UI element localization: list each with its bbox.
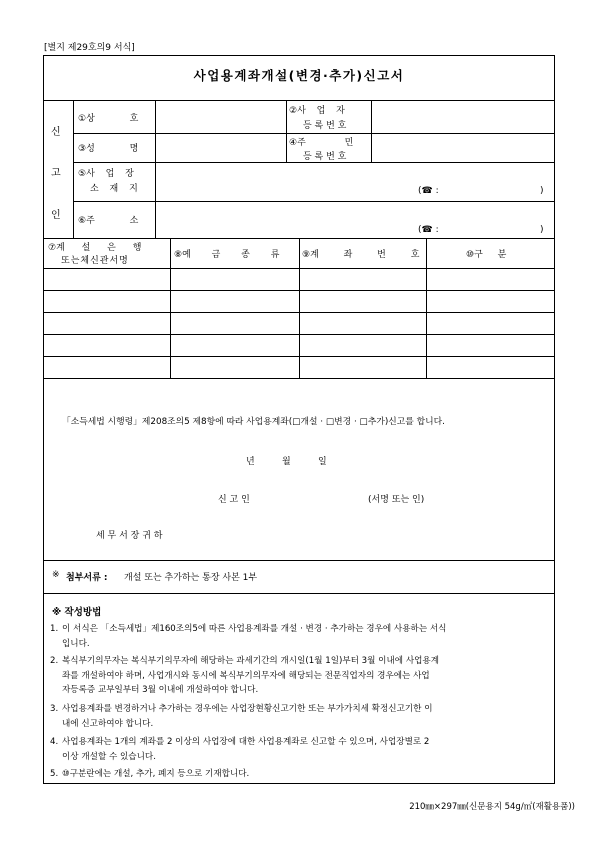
- instruction-line: 자등록증 교부일부터 3월 이내에 개설하여야 합니다.: [62, 685, 259, 695]
- instructions-heading: ※ 작성방법: [52, 607, 102, 618]
- divider: [170, 238, 171, 378]
- divider: [299, 238, 300, 378]
- paper-spec: 210㎜×297㎜(신문용지 54g/㎡(재활용품)): [409, 802, 575, 812]
- home-phone-close: ): [540, 225, 544, 235]
- col-header-bank-line1: ⑦계 설 은 행: [48, 243, 142, 253]
- applicant-side-label-2: 고: [51, 168, 61, 179]
- instruction-line: ⑩구분란에는 개설, 추가, 폐지 등으로 기재합니다.: [62, 769, 250, 779]
- biz-reg-label-line1: ②사 업 자: [289, 106, 345, 116]
- address-field[interactable]: [156, 202, 554, 237]
- biz-reg-number-field[interactable]: [372, 101, 554, 132]
- instruction-number: 4.: [50, 737, 59, 747]
- col-header-account-number: ⑨계 좌 번 호: [302, 250, 420, 260]
- trade-name-field[interactable]: [156, 101, 285, 132]
- resident-id-label-line1: ④주 민: [289, 138, 354, 148]
- instruction-line: 사업용계좌는 1개의 계좌를 2 이상의 사업장에 대한 사업용계좌로 신고할 수 있으며, 사업장별로 2: [62, 737, 430, 747]
- instruction-line: 좌를 개설하여야 하며, 사업개시와 동시에 복식부기의무자에 해당되는 전문직업자의 경우에는 사업: [62, 670, 430, 681]
- resident-id-field[interactable]: [372, 134, 554, 161]
- instruction-item: [50, 622, 547, 651]
- applicant-signature-label: 신 고 인: [218, 495, 250, 505]
- home-phone-label: (☎ :: [418, 225, 439, 235]
- trade-name-label: ①상 호: [78, 114, 139, 124]
- instruction-item: [50, 702, 547, 731]
- biz-reg-label-line2: 등 록 번 호: [303, 121, 347, 131]
- instruction-number: 1.: [50, 624, 59, 634]
- instruction-line: 사업용계좌를 변경하거나 추가하는 경우에는 사업장현황신고기한 또는 부가가치세 확정신고기한 이: [62, 704, 433, 714]
- instruction-line: 내에 신고하여야 합니다.: [62, 718, 154, 729]
- col-header-deposit-type: ⑧예 금 종 류: [174, 250, 280, 260]
- biz-phone-close: ): [540, 186, 544, 196]
- divider: [286, 100, 287, 162]
- attachment-label: 첨부서류 :: [66, 573, 108, 583]
- address-label: ⑥주 소: [78, 216, 139, 226]
- form-reference: [별지 제29호의9 서식]: [44, 43, 135, 53]
- instruction-item: [50, 735, 547, 764]
- divider: [43, 560, 555, 561]
- instruction-number: 3.: [50, 704, 59, 714]
- date-year-label: 년: [246, 457, 255, 467]
- divider: [73, 100, 74, 238]
- instruction-line: 입니다.: [62, 638, 90, 649]
- instruction-line: 이 서식은 「소득세법」제160조의5에 따른 사업용계좌를 개설 · 변경 · 추가하는 경우에 사용하는 서식: [62, 624, 447, 634]
- divider: [43, 593, 555, 594]
- name-label: ③성 명: [78, 144, 139, 154]
- instruction-line: 복식부기의무자는 복식부기의무자에 해당하는 과세기간의 개시일(1월 1일)부터 3월 이내에 사업용계: [62, 656, 440, 666]
- instruction-number: 5.: [50, 769, 59, 779]
- signature-or-seal-label: (서명 또는 인): [368, 495, 425, 505]
- date-day-label: 일: [318, 457, 327, 467]
- biz-address-field[interactable]: [156, 163, 554, 200]
- col-header-category: ⑩구 분: [466, 250, 507, 260]
- instruction-item: [50, 654, 547, 698]
- resident-id-label-line2: 등 록 번 호: [303, 152, 347, 162]
- col-header-bank-line2: 또는체신관서명: [61, 256, 129, 266]
- applicant-side-label-3: 인: [51, 210, 61, 221]
- biz-address-label-line2: 소 재 지: [90, 184, 138, 194]
- biz-phone-label: (☎ :: [418, 186, 439, 196]
- instruction-line: 이상 개설할 수 있습니다.: [62, 751, 156, 762]
- divider: [426, 238, 427, 378]
- recipient-label: 세 무 서 장 귀 하: [96, 531, 163, 541]
- attachment-marker: ※: [52, 570, 60, 580]
- declaration-statement: 「소득세법 시행령」제208조의5 제8항에 따라 사업용계좌(□개설 · □변경 · □추가)신고를 합니다.: [62, 417, 445, 427]
- attachment-text: 개설 또는 추가하는 통장 사본 1부: [124, 573, 258, 583]
- instruction-number: 2.: [50, 656, 59, 666]
- instruction-item: [50, 767, 547, 782]
- date-month-label: 월: [282, 457, 291, 467]
- name-field[interactable]: [156, 134, 285, 161]
- biz-address-label-line1: ⑤사 업 장: [78, 169, 134, 179]
- divider: [43, 378, 555, 379]
- applicant-side-label-1: 신: [51, 127, 61, 138]
- form-title: 사업용계좌개설(변경·추가)신고서: [193, 68, 405, 83]
